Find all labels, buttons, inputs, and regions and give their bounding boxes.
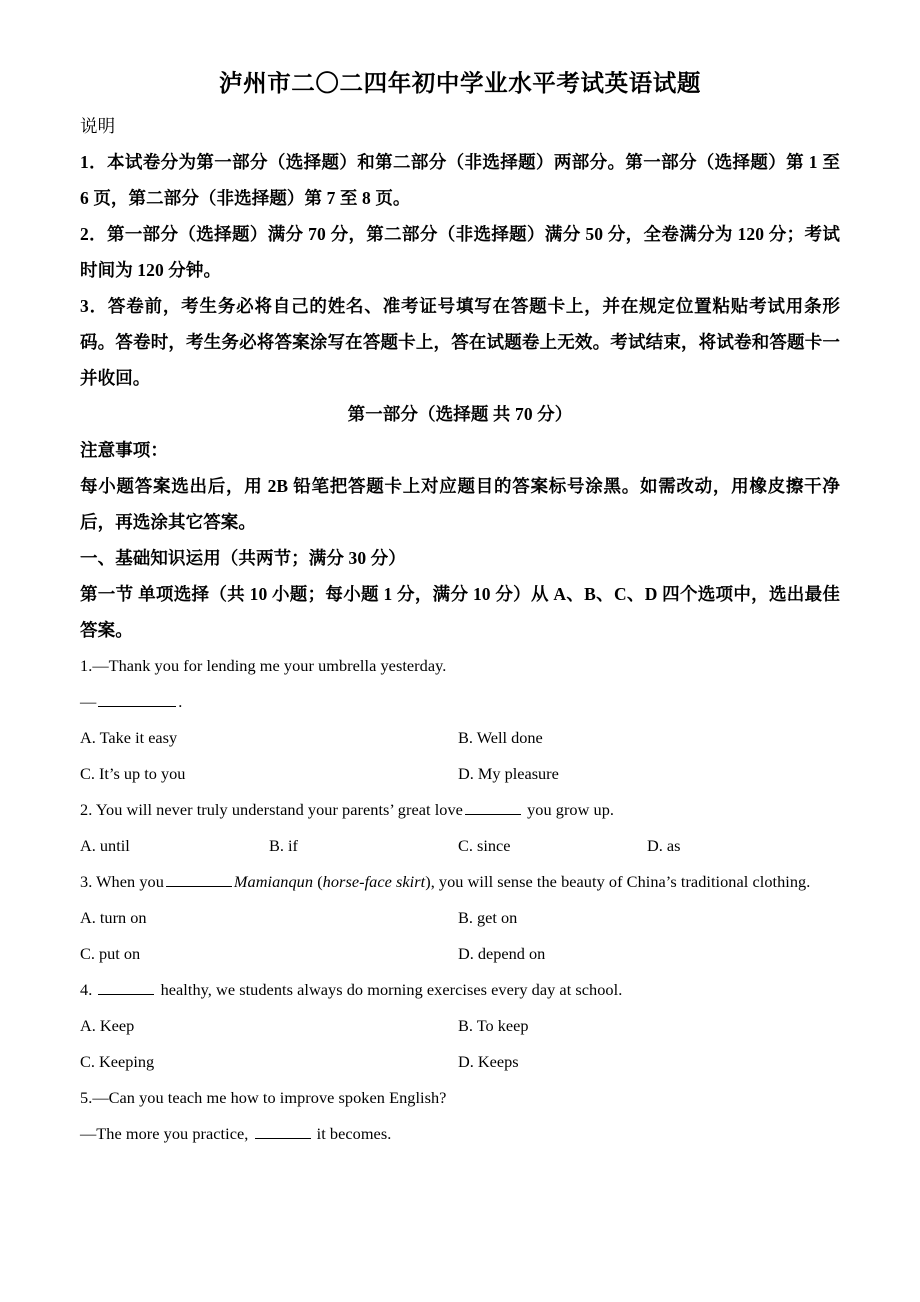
option-c[interactable]: [80, 756, 458, 792]
question-1-reply: [80, 684, 840, 720]
question-4-options-row-2: [80, 1044, 840, 1080]
notes-body: 每小题答案选出后，用 2B 铅笔把答题卡上对应题目的答案标号涂黑。如需改动，用橡皮擦干净后，再选涂其它答案。: [80, 476, 840, 533]
option-d-label: My pleasure: [477, 764, 559, 784]
option-b-key: B.: [458, 1016, 473, 1036]
question-5-number: 5.: [80, 1088, 93, 1108]
question-3-italic-term: Mamianqun: [233, 872, 314, 892]
instruction-item-2: 2．第一部分（选择题）满分 70 分，第二部分（非选择题）满分 50 分，全卷满分为 120 分；考试时间为 120 分钟。: [80, 224, 840, 281]
question-1: [80, 648, 840, 792]
instruction-item-1: 1．本试卷分为第一部分（选择题）和第二部分（非选择题）两部分。第一部分（选择题）第 1 至 6 页，第二部分（非选择题）第 7 至 8 页。: [80, 152, 840, 209]
option-b[interactable]: [458, 1008, 528, 1044]
question-2-stem-post: you grow up.: [527, 800, 615, 820]
question-1-stem-text: Thank you for lending me your umbrella yesterday.: [108, 656, 447, 676]
option-a-label: Take it easy: [99, 728, 178, 748]
option-c-key: C.: [80, 1052, 95, 1072]
option-d[interactable]: [458, 936, 545, 972]
question-1-reply-dash: —: [80, 692, 97, 712]
question-4: [80, 972, 840, 1080]
instruction-item-3: 3．答卷前，考生务必将自己的姓名、准考证号填写在答题卡上，并在规定位置粘贴考试用条形码。答卷时，考生务必将答案涂写在答题卡上，答在试题卷上无效。考试结束，将试卷和答题卡一并收回。: [80, 296, 840, 389]
option-c-key: C.: [458, 836, 473, 856]
option-c-label: since: [477, 836, 511, 856]
option-a-key: A.: [80, 908, 96, 928]
answer-blank[interactable]: [465, 799, 521, 815]
option-d-label: Keeps: [477, 1052, 519, 1072]
option-d-label: as: [666, 836, 681, 856]
question-3-stem-pre: When you: [96, 872, 164, 892]
option-c-key: C.: [80, 764, 95, 784]
question-5-stem-dash: —: [92, 1088, 109, 1108]
question-4-stem-post: healthy, we students always do morning exercises every day at school.: [160, 980, 623, 1000]
option-a-label: Keep: [99, 1016, 135, 1036]
option-d-key: D.: [458, 944, 474, 964]
option-c[interactable]: [80, 936, 458, 972]
question-4-stem: [80, 972, 840, 1008]
question-2-number: 2.: [80, 800, 93, 820]
question-5-reply-dash: —: [80, 1124, 97, 1144]
answer-blank[interactable]: [166, 871, 232, 887]
question-3: [80, 864, 840, 972]
answer-blank[interactable]: [98, 979, 154, 995]
option-b-key: B.: [458, 728, 473, 748]
option-b-label: get on: [477, 908, 518, 928]
question-5-reply-pre: The more you practice,: [96, 1124, 249, 1144]
option-b-key: B.: [458, 908, 473, 928]
question-3-options-row-2: [80, 936, 840, 972]
question-5-stem-text: Can you teach me how to improve spoken English?: [108, 1088, 447, 1108]
option-d-key: D.: [458, 1052, 474, 1072]
question-3-italic-gloss: horse-face skirt: [322, 872, 426, 892]
option-b-label: To keep: [476, 1016, 529, 1036]
option-c-label: Keeping: [99, 1052, 155, 1072]
option-c[interactable]: [80, 1044, 458, 1080]
option-a[interactable]: [80, 900, 458, 936]
question-1-number: 1.: [80, 656, 93, 676]
option-d-key: D.: [458, 764, 474, 784]
question-2-stem-pre: You will never truly understand your parents’ great love: [95, 800, 463, 820]
question-1-stem-dash: —: [92, 656, 109, 676]
option-c[interactable]: [458, 828, 647, 864]
option-a-key: A.: [80, 836, 96, 856]
question-2: [80, 792, 840, 864]
question-5-reply-post: it becomes.: [316, 1124, 392, 1144]
option-b[interactable]: [269, 828, 458, 864]
question-5: [80, 1080, 840, 1152]
question-3-options-row-1: [80, 900, 840, 936]
option-a-key: A.: [80, 728, 96, 748]
question-2-stem: [80, 792, 840, 828]
option-a[interactable]: [80, 1008, 458, 1044]
question-4-options-row-1: [80, 1008, 840, 1044]
option-b[interactable]: [458, 720, 543, 756]
option-a-label: turn on: [99, 908, 147, 928]
question-3-number: 3.: [80, 872, 93, 892]
option-d[interactable]: [647, 828, 680, 864]
question-3-paren-open: (: [317, 872, 323, 892]
option-c-label: It’s up to you: [99, 764, 186, 784]
question-1-options-row-1: [80, 720, 840, 756]
option-c-label: put on: [99, 944, 141, 964]
question-1-stem: [80, 648, 840, 684]
answer-blank[interactable]: [255, 1123, 311, 1139]
option-d[interactable]: [458, 756, 559, 792]
option-b-label: Well done: [476, 728, 543, 748]
question-4-number: 4.: [80, 980, 93, 1000]
option-d[interactable]: [458, 1044, 519, 1080]
option-b[interactable]: [458, 900, 517, 936]
option-c-key: C.: [80, 944, 95, 964]
instructions-heading: 说明: [80, 116, 116, 137]
question-5-stem: [80, 1080, 840, 1116]
option-a[interactable]: [80, 828, 269, 864]
notes-heading: 注意事项：: [80, 440, 168, 461]
question-2-options-row: [80, 828, 840, 864]
option-a-key: A.: [80, 1016, 96, 1036]
part-one-heading: 第一部分（选择题 共 70 分）: [347, 404, 573, 425]
option-a[interactable]: [80, 720, 458, 756]
question-1-reply-tail: .: [178, 692, 183, 712]
option-b-label: if: [288, 836, 298, 856]
question-3-stem: [80, 864, 840, 900]
question-1-options-row-2: [80, 756, 840, 792]
question-3-stem-post: ), you will sense the beauty of China’s traditional clothing.: [425, 872, 811, 892]
option-b-key: B.: [269, 836, 284, 856]
section-one-heading: 一、基础知识运用（共两节；满分 30 分）: [80, 548, 406, 569]
page-title: 泸州市二〇二四年初中学业水平考试英语试题: [219, 71, 701, 97]
option-d-label: depend on: [477, 944, 546, 964]
section-one-subheading: 第一节 单项选择（共 10 小题；每小题 1 分，满分 10 分）从 A、B、C、D 四个选项中，选出最佳答案。: [80, 584, 840, 641]
answer-blank[interactable]: [98, 691, 176, 707]
option-a-label: until: [99, 836, 130, 856]
question-5-reply: [80, 1116, 840, 1152]
option-d-key: D.: [647, 836, 663, 856]
